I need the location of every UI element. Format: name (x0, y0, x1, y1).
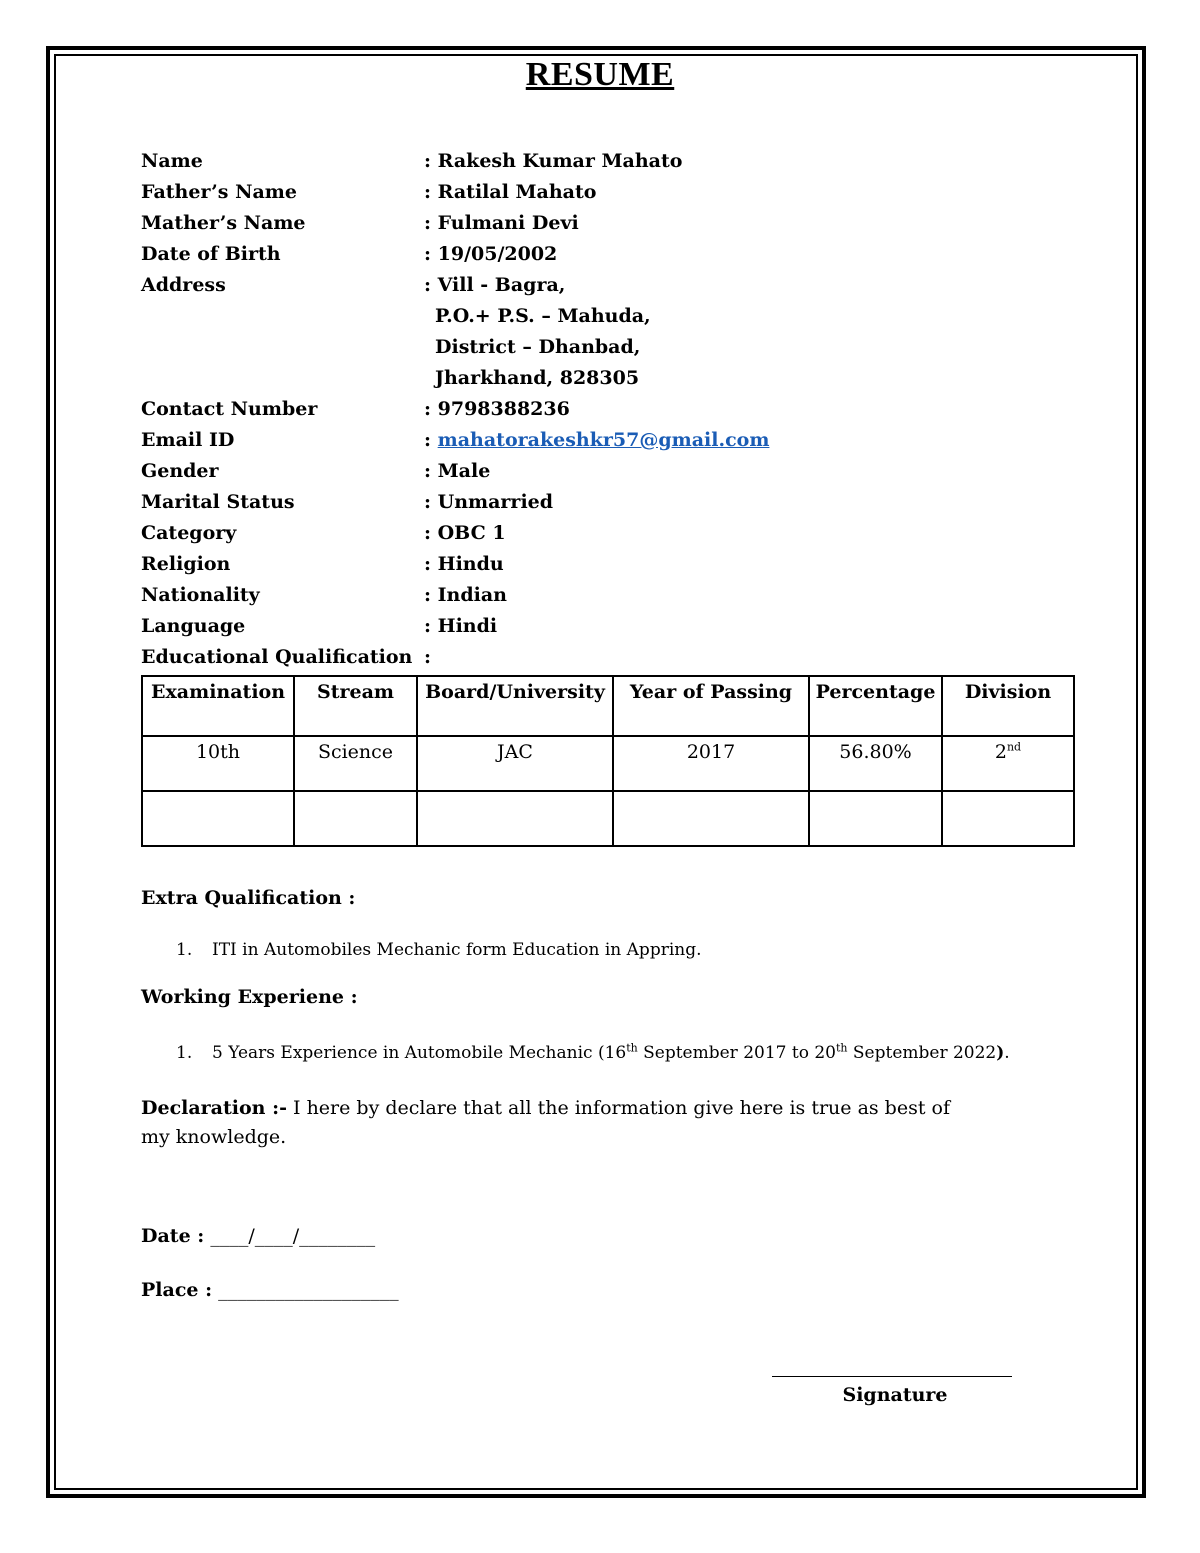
address-row-4 (141, 363, 1041, 394)
father-name-row (141, 177, 1041, 208)
father-name-value: : Ratilal Mahato (424, 181, 597, 203)
cell-empty (809, 791, 942, 846)
cell-empty (142, 791, 294, 846)
cell-examination: 10th (142, 736, 294, 791)
header-stream: Stream (294, 676, 417, 736)
extra-qualification-item (176, 940, 702, 960)
email-link[interactable]: mahatorakeshkr57@gmail.com (437, 429, 770, 451)
religion-row (141, 549, 1041, 580)
cell-empty (294, 791, 417, 846)
date-field (141, 1225, 375, 1247)
place-label: Place : (141, 1279, 213, 1301)
category-label: Category (141, 522, 237, 544)
email-row (141, 425, 1041, 456)
cell-stream: Science (294, 736, 417, 791)
category-row (141, 518, 1041, 549)
nationality-label: Nationality (141, 584, 260, 606)
header-percentage: Percentage (809, 676, 942, 736)
email-prefix: : (424, 429, 438, 451)
dob-label: Date of Birth (141, 243, 281, 265)
division-number: 2 (994, 741, 1007, 763)
address-line-4: Jharkhand, 828305 (435, 367, 640, 389)
place-blank: ___________________ (218, 1279, 399, 1301)
declaration (141, 1094, 981, 1152)
address-label: Address (141, 274, 226, 296)
experience-text-c: September 2022 (847, 1043, 997, 1063)
language-label: Language (141, 615, 246, 637)
email-label: Email ID (141, 429, 235, 451)
working-experience-item (176, 1043, 1010, 1063)
category-value: : OBC 1 (424, 522, 506, 544)
experience-text-d: ) (996, 1043, 1005, 1063)
education-row (141, 642, 1041, 673)
nationality-value: : Indian (424, 584, 507, 606)
division-suffix: nd (1006, 740, 1022, 754)
place-field (141, 1279, 399, 1301)
address-line-1: : Vill - Bagra, (424, 274, 566, 296)
dob-value: : 19/05/2002 (424, 243, 558, 265)
address-row-2 (141, 301, 1041, 332)
working-experience-heading: Working Experiene : (141, 986, 358, 1008)
contact-row (141, 394, 1041, 425)
nationality-row (141, 580, 1041, 611)
experience-sup-a: th (626, 1041, 638, 1055)
education-label: Educational Qualification (141, 646, 413, 668)
table-row (142, 791, 1074, 846)
header-division: Division (942, 676, 1074, 736)
header-board: Board/University (417, 676, 613, 736)
declaration-text: I here by declare that all the information give here is true as best of my knowledge. (141, 1097, 950, 1148)
mother-name-value: : Fulmani Devi (424, 212, 579, 234)
resume-title: RESUME (525, 56, 675, 93)
mother-name-row (141, 208, 1041, 239)
table-header-row (142, 676, 1074, 736)
cell-percentage: 56.80% (809, 736, 942, 791)
experience-text-a: 5 Years Experience in Automobile Mechanic (16 (212, 1043, 627, 1063)
language-value: : Hindi (424, 615, 498, 637)
religion-value: : Hindu (424, 553, 504, 575)
date-label: Date : (141, 1225, 205, 1247)
header-examination: Examination (142, 676, 294, 736)
gender-value: : Male (424, 460, 491, 482)
cell-board: JAC (417, 736, 613, 791)
name-label: Name (141, 150, 203, 172)
gender-row (141, 456, 1041, 487)
experience-text-b: September 2017 to 20 (637, 1043, 836, 1063)
contact-value: : 9798388236 (424, 398, 570, 420)
religion-label: Religion (141, 553, 231, 575)
date-blank: ____/____/________ (210, 1225, 376, 1247)
list-number: 1. (176, 940, 193, 960)
education-table (141, 675, 1075, 847)
father-name-label: Father’s Name (141, 181, 297, 203)
header-year: Year of Passing (613, 676, 809, 736)
address-line-2: P.O.+ P.S. – Mahuda, (435, 305, 651, 327)
signature-label: Signature (842, 1384, 948, 1406)
address-line-3: District – Dhanbad, (435, 336, 641, 358)
contact-label: Contact Number (141, 398, 318, 420)
education-value: : (424, 646, 432, 668)
cell-empty (417, 791, 613, 846)
language-row (141, 611, 1041, 642)
table-row (142, 736, 1074, 791)
marital-row (141, 487, 1041, 518)
address-row-3 (141, 332, 1041, 363)
cell-empty (613, 791, 809, 846)
marital-label: Marital Status (141, 491, 295, 513)
name-row (141, 146, 1041, 177)
experience-text-e: . (1004, 1043, 1010, 1063)
cell-year: 2017 (613, 736, 809, 791)
mother-name-label: Mather’s Name (141, 212, 306, 234)
list-number: 1. (176, 1043, 193, 1063)
personal-details (141, 146, 1041, 673)
experience-sup-b: th (835, 1041, 848, 1055)
marital-value: : Unmarried (424, 491, 554, 513)
name-value: : Rakesh Kumar Mahato (424, 150, 683, 172)
declaration-label: Declaration :- (141, 1097, 287, 1119)
extra-qualification-heading: Extra Qualification : (141, 887, 356, 909)
gender-label: Gender (141, 460, 219, 482)
list-text: ITI in Automobiles Mechanic form Education in Appring. (212, 940, 702, 960)
cell-division (942, 736, 1074, 791)
signature-line (772, 1376, 1012, 1377)
dob-row (141, 239, 1041, 270)
address-row (141, 270, 1041, 301)
cell-empty (942, 791, 1074, 846)
